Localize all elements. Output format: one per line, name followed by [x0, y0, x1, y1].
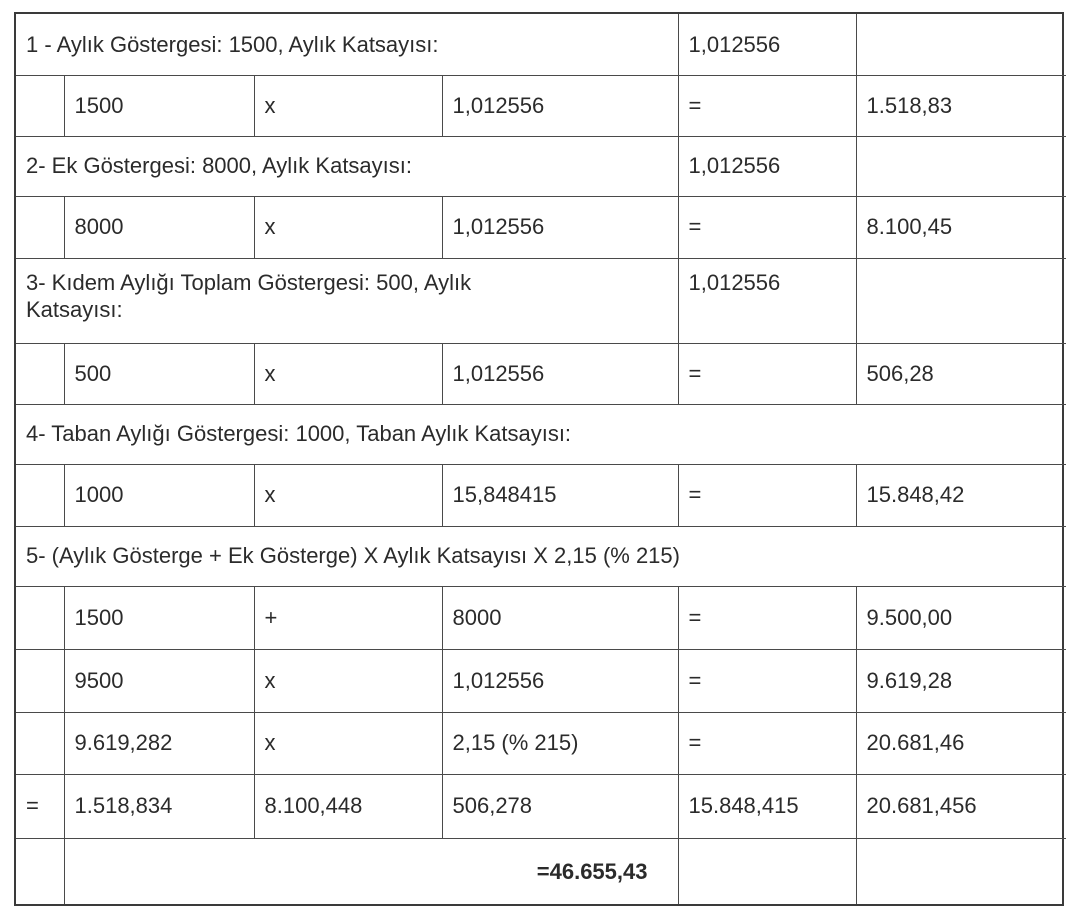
operand-cell: 500	[64, 343, 254, 404]
result-cell: 9.619,28	[856, 649, 1066, 712]
section-4-calc-row	[16, 464, 1066, 526]
operator-cell: x	[254, 649, 442, 712]
section-heading: 5- (Aylık Gösterge + Ek Gösterge) X Aylık Katsayısı X 2,15 (% 215)	[16, 526, 1066, 586]
operator-cell: x	[254, 196, 442, 258]
operand-cell: 8000	[442, 586, 678, 649]
section-3-heading-row	[16, 258, 1066, 343]
section-2-heading-row	[16, 136, 1066, 196]
summary-value-cell: 15.848,415	[678, 774, 856, 838]
operand-cell: 15,848415	[442, 464, 678, 526]
section-heading: 4- Taban Aylığı Göstergesi: 1000, Taban Aylık Katsayısı:	[16, 404, 1066, 464]
result-cell: 20.681,46	[856, 712, 1066, 774]
empty-cell	[856, 258, 1066, 343]
salary-calculation-table	[14, 12, 1064, 906]
operator-cell: +	[254, 586, 442, 649]
coefficient-value: 1,012556	[678, 136, 856, 196]
summary-value-cell: 20.681,456	[856, 774, 1066, 838]
empty-cell	[16, 586, 64, 649]
operator-cell: x	[254, 712, 442, 774]
empty-cell	[16, 343, 64, 404]
empty-cell	[856, 838, 1066, 904]
operand-cell: 9.619,282	[64, 712, 254, 774]
empty-cell	[678, 838, 856, 904]
operand-cell: 8000	[64, 196, 254, 258]
result-cell: 1.518,83	[856, 75, 1066, 136]
empty-cell	[16, 838, 64, 904]
section-1-calc-row	[16, 75, 1066, 136]
section-4-heading-row	[16, 404, 1066, 464]
empty-cell	[856, 136, 1066, 196]
section-heading: 3- Kıdem Aylığı Toplam Göstergesi: 500, Aylık Katsayısı:	[16, 258, 678, 343]
equals-cell: =	[678, 464, 856, 526]
summary-row	[16, 774, 1066, 838]
calc-table	[16, 14, 1066, 904]
section-1-heading-row	[16, 14, 1066, 75]
section-5-heading-row	[16, 526, 1066, 586]
operand-cell: 1,012556	[442, 75, 678, 136]
summary-equals-cell: =	[16, 774, 64, 838]
operand-cell: 9500	[64, 649, 254, 712]
result-cell: 15.848,42	[856, 464, 1066, 526]
section-heading: 1 - Aylık Göstergesi: 1500, Aylık Katsayısı:	[16, 14, 678, 75]
section-5-calc-row-3	[16, 712, 1066, 774]
result-cell: 506,28	[856, 343, 1066, 404]
equals-cell: =	[678, 343, 856, 404]
section-heading: 2- Ek Göstergesi: 8000, Aylık Katsayısı:	[16, 136, 678, 196]
operator-cell: x	[254, 343, 442, 404]
operand-cell: 2,15 (% 215)	[442, 712, 678, 774]
section-5-calc-row-1	[16, 586, 1066, 649]
operand-cell: 1,012556	[442, 196, 678, 258]
operand-cell: 1500	[64, 586, 254, 649]
section-2-calc-row	[16, 196, 1066, 258]
empty-cell	[16, 196, 64, 258]
operand-cell: 1,012556	[442, 343, 678, 404]
total-row	[16, 838, 1066, 904]
coefficient-value: 1,012556	[678, 14, 856, 75]
equals-cell: =	[678, 586, 856, 649]
operator-cell: x	[254, 464, 442, 526]
operand-cell: 1000	[64, 464, 254, 526]
coefficient-value: 1,012556	[678, 258, 856, 343]
grand-total: =46.655,43	[64, 838, 678, 904]
summary-value-cell: 1.518,834	[64, 774, 254, 838]
empty-cell	[16, 649, 64, 712]
empty-cell	[16, 464, 64, 526]
operand-cell: 1500	[64, 75, 254, 136]
empty-cell	[16, 712, 64, 774]
section-5-calc-row-2	[16, 649, 1066, 712]
result-cell: 8.100,45	[856, 196, 1066, 258]
empty-cell	[16, 75, 64, 136]
empty-cell	[856, 14, 1066, 75]
summary-value-cell: 8.100,448	[254, 774, 442, 838]
equals-cell: =	[678, 75, 856, 136]
equals-cell: =	[678, 196, 856, 258]
summary-value-cell: 506,278	[442, 774, 678, 838]
section-3-calc-row	[16, 343, 1066, 404]
operator-cell: x	[254, 75, 442, 136]
equals-cell: =	[678, 712, 856, 774]
equals-cell: =	[678, 649, 856, 712]
result-cell: 9.500,00	[856, 586, 1066, 649]
operand-cell: 1,012556	[442, 649, 678, 712]
